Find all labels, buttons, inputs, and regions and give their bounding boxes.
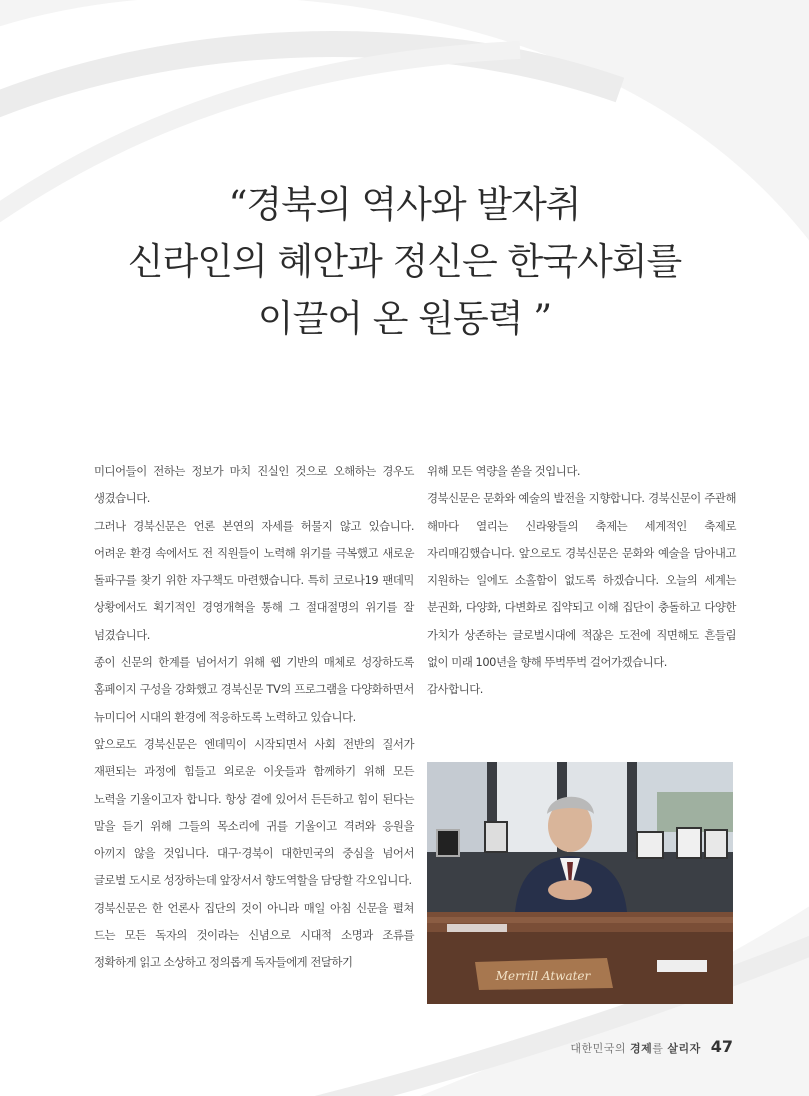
office-photo	[427, 762, 733, 1004]
left-column	[94, 458, 414, 977]
footer-slogan	[570, 1040, 700, 1056]
nameplate-text: Merrill Atwater	[495, 969, 591, 983]
footer-slogan-emphasis: 살리자	[667, 1042, 701, 1055]
footer-slogan-emphasis: 경제	[629, 1042, 653, 1055]
paragraph: 감사합니다.	[427, 682, 483, 697]
paragraph: 위해 모든 역량을 쏟을 것입니다.	[427, 464, 581, 478]
paragraph: 그러나 경북신문은 언론 본연의 자세를 허물지 않고 있습니다. 어려운 환경 속에서도 전 직원들이 노력해 위기를 극복했고 새로운 돌파구를 찾기 위한 자구책도 마련했습니다. 특히 코로나19 팬데믹 상황에서도 획기적인 경영개혁을 통해 그 절대절명의 위기를 잘 넘겼습니다.	[94, 518, 414, 642]
headline-line: 이끌어 온 원동력 ”	[257, 297, 552, 340]
office-photo-illustration	[427, 762, 733, 1004]
page-number: 47	[710, 1037, 733, 1056]
right-column	[427, 458, 736, 704]
headline-line: “경북의 역사와 발자취	[228, 183, 581, 226]
headline-line: 신라인의 혜안과 정신은 한국사회를	[127, 240, 682, 283]
paragraph: 종이 신문의 한계를 넘어서기 위해 웹 기반의 매체로 성장하도록 홈페이지 구성을 강화했고 경북신문 TV의 프로그램을 다양화하면서 뉴미디어 시대의 환경에 적응하도록 노력하고 있습니다.	[94, 655, 414, 724]
paragraph: 미디어들이 전하는 정보가 마치 진실인 것으로 오해하는 경우도 생겼습니다.	[94, 464, 414, 506]
footer-slogan-part: 를	[652, 1042, 668, 1055]
page-footer	[570, 1037, 733, 1056]
paragraph: 경북신문은 한 언론사 집단의 것이 아니라 매일 아침 신문을 펼쳐 드는 모든 독자의 것이라는 신념으로 시대적 소명과 조류를 정확하게 읽고 소상하고 정의롭게 독자들에게 전달하기	[94, 900, 414, 970]
paragraph: 앞으로도 경북신문은 엔데믹이 시작되면서 사회 전반의 질서가 재편되는 과정에 힘들고 외로운 이웃들과 함께하기 위해 모든 노력을 기울이고자 합니다. 항상 곁에 있어서 든든하고 힘이 된다는 말을 듣기 위해 그들의 목소리에 귀를 기울이고 격려와 응원을 아끼지 않을 것입니다. 대구·경북이 대한민국의 중심을 넘어서 글로벌 도시로 성장하는데 앞장서서 향도역할을 담당할 각오입니다.	[94, 736, 414, 888]
paragraph: 경북신문은 문화와 예술의 발전을 지향합니다. 경북신문이 주관해 해마다 열리는 신라왕들의 축제는 세계적인 축제로 자리매김했습니다. 앞으로도 경북신문은 문화와 예술을 담아내고 지원하는 일에도 소홀함이 없도록 하겠습니다. 오늘의 세계는 분권화, 다양화, 다변화로 집약되고 이해 집단이 충돌하고 다양한 가치가 상존하는 글로벌시대에 적잖은 도전에 직면해도 흔들림 없이 미래 100년을 향해 뚜벅뚜벅 걸어가겠습니다.	[427, 491, 736, 670]
headline	[0, 176, 809, 347]
footer-slogan-part: 대한민국의	[570, 1042, 630, 1055]
